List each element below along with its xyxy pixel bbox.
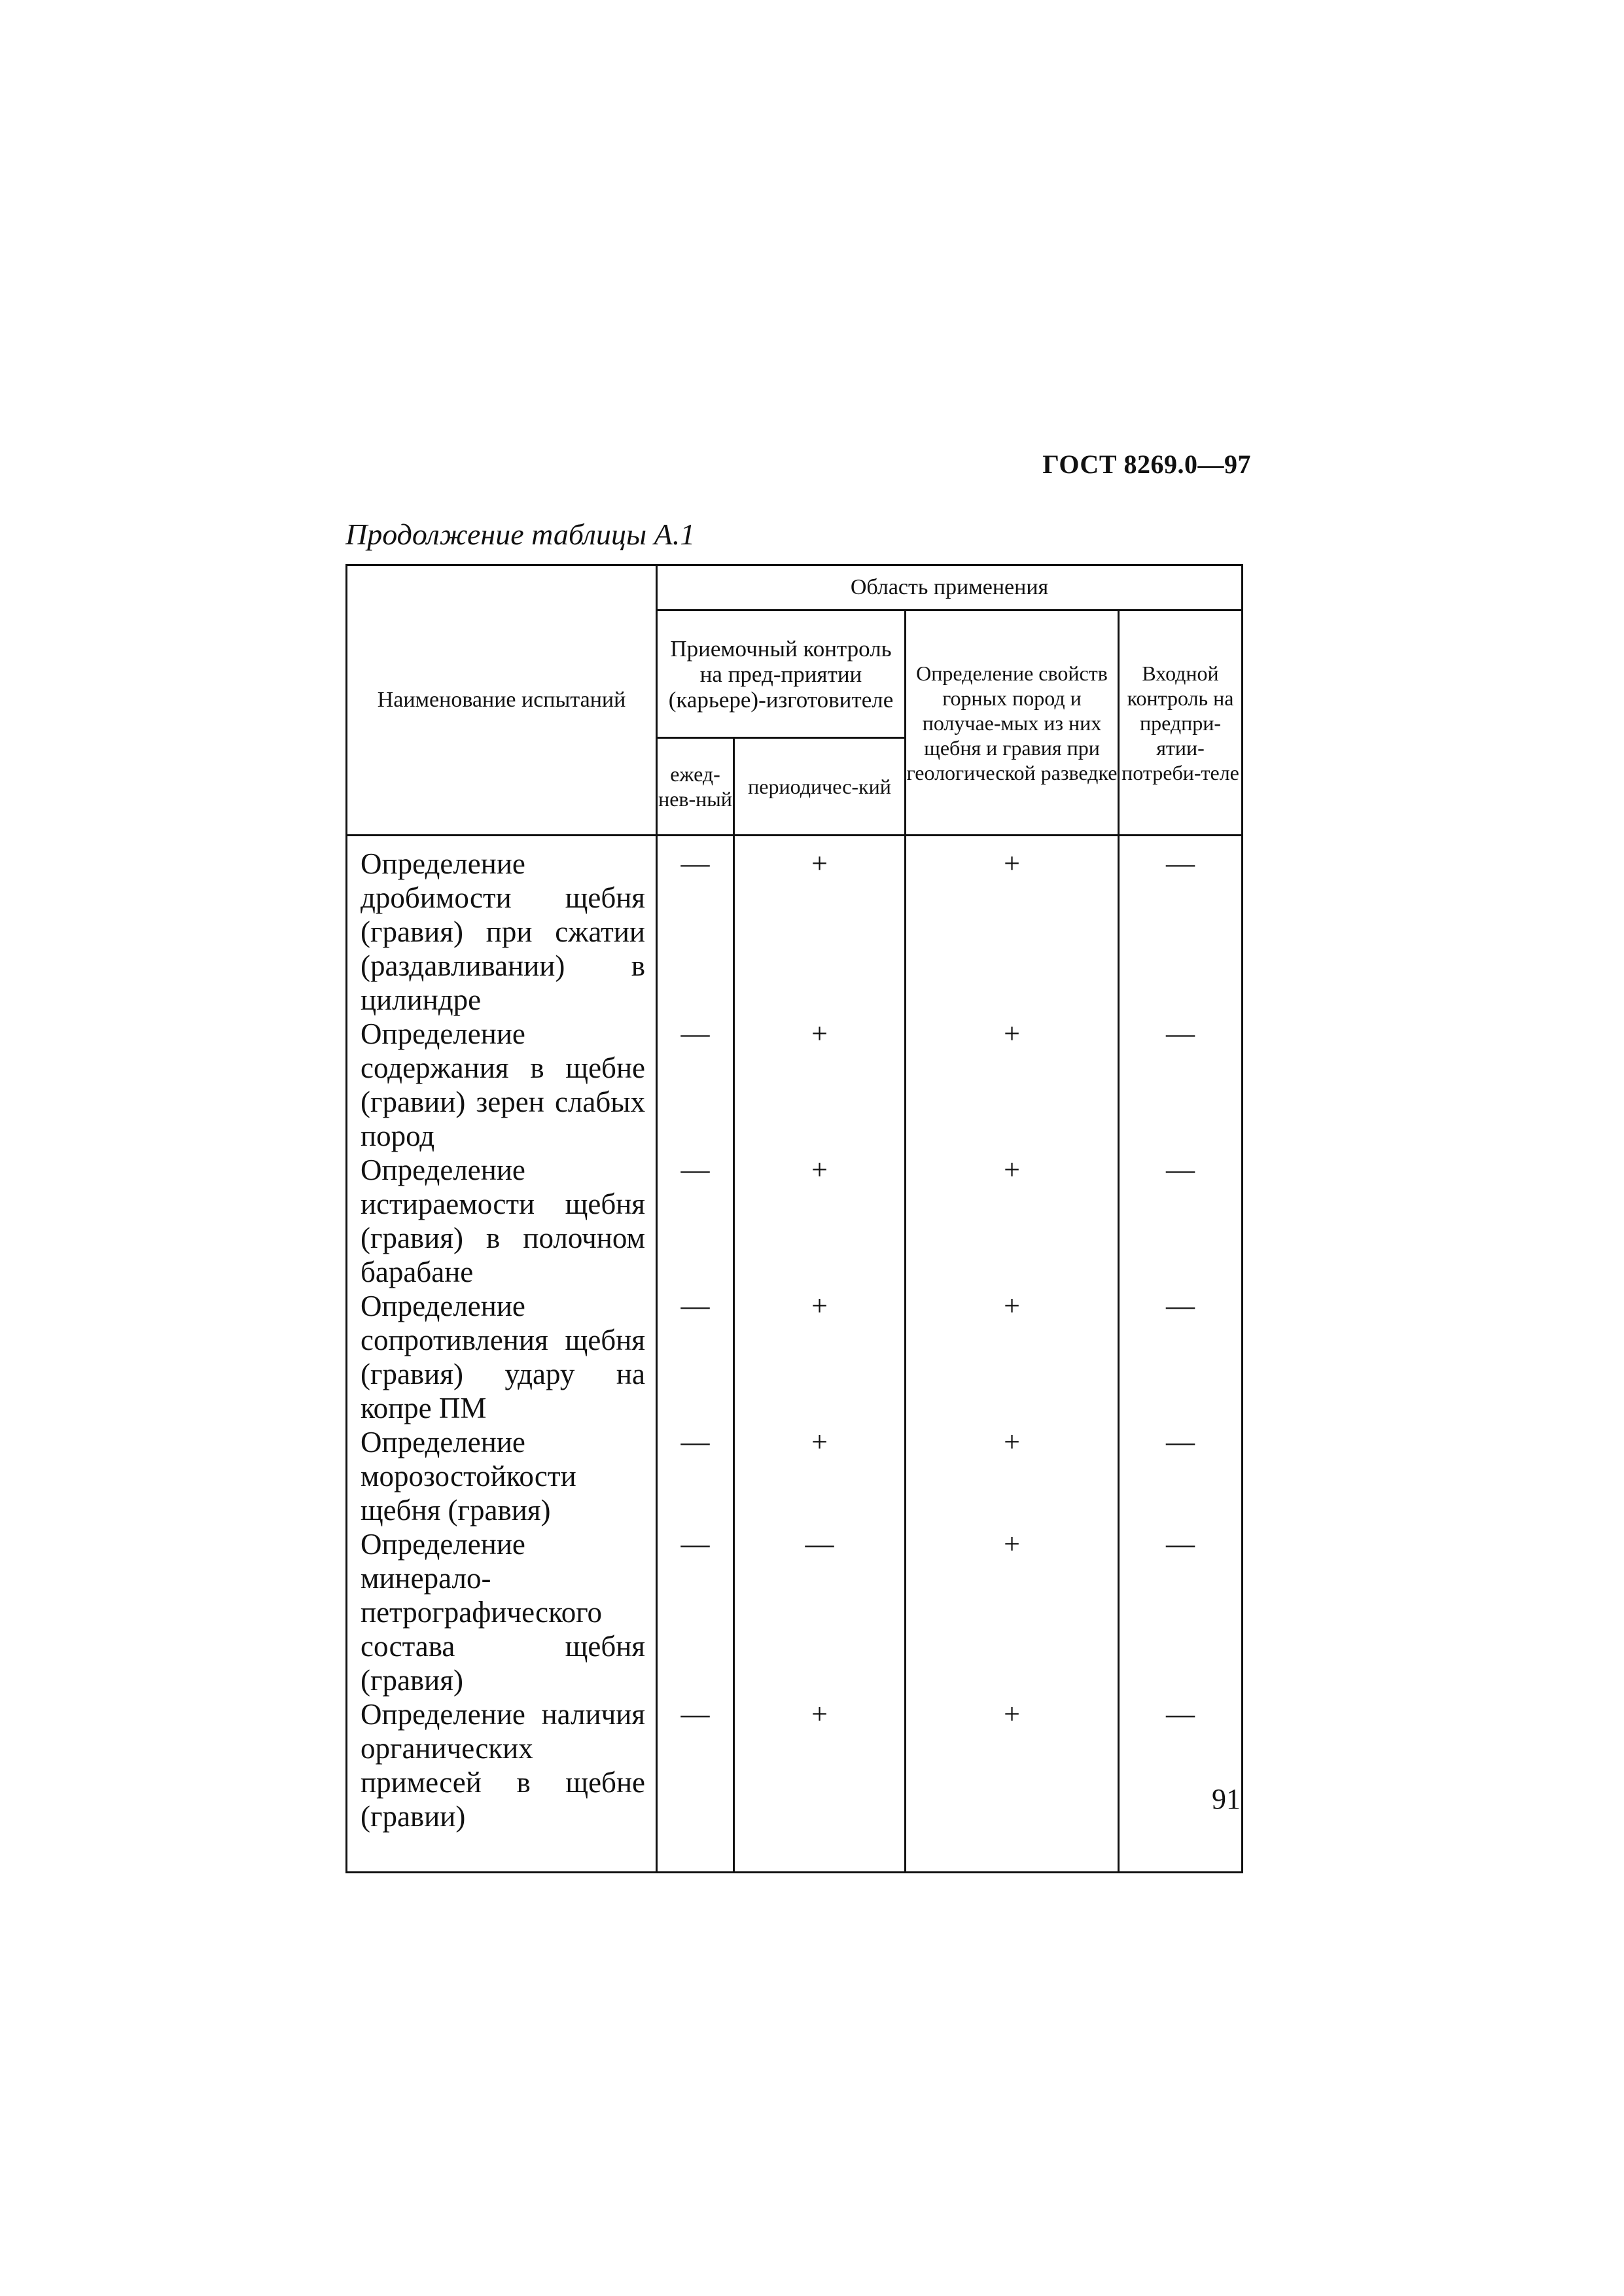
periodic-mark-cell: +	[734, 836, 906, 1017]
geo-mark-cell: +	[906, 836, 1119, 1017]
periodic-mark-cell: +	[734, 1697, 906, 1873]
daily-mark-cell: —	[657, 836, 734, 1017]
header-geological-survey: Определение свойств горных пород и получае-мых из них щебня и гравия при геологической разведке	[906, 610, 1119, 836]
input-mark-cell: —	[1119, 1697, 1243, 1873]
daily-mark-cell: —	[657, 1017, 734, 1153]
daily-mark-cell: —	[657, 1425, 734, 1527]
table-row	[347, 836, 1243, 1017]
header-input-control: Входной контроль на предпри-ятии-потреби-теле	[1119, 610, 1243, 836]
test-application-table	[345, 564, 1243, 1873]
test-name-cell: Определение содержания в щебне (гравии) зерен слабых пород	[347, 1017, 657, 1153]
geo-mark-cell: +	[906, 1153, 1119, 1289]
header-test-name: Наименование испытаний	[347, 565, 657, 836]
header-daily: ежед-нев-ный	[657, 738, 734, 836]
daily-mark-cell: —	[657, 1527, 734, 1697]
test-name-cell: Определение дробимости щебня (гравия) при сжатии (раздавливании) в цилиндре	[347, 836, 657, 1017]
periodic-mark-cell: —	[734, 1527, 906, 1697]
input-mark-cell: —	[1119, 1289, 1243, 1425]
input-mark-cell: —	[1119, 1425, 1243, 1527]
periodic-mark-cell: +	[734, 1425, 906, 1527]
test-name-cell: Определение сопротивления щебня (гравия) удару на копре ПМ	[347, 1289, 657, 1425]
input-mark-cell: —	[1119, 1527, 1243, 1697]
daily-mark-cell: —	[657, 1289, 734, 1425]
table-row	[347, 1153, 1243, 1289]
geo-mark-cell: +	[906, 1425, 1119, 1527]
geo-mark-cell: +	[906, 1697, 1119, 1873]
table-row	[347, 1017, 1243, 1153]
periodic-mark-cell: +	[734, 1289, 906, 1425]
periodic-mark-cell: +	[734, 1017, 906, 1153]
header-acceptance-control: Приемочный контроль на пред-приятии (карьере)-изготовителе	[657, 610, 906, 738]
table-row	[347, 1289, 1243, 1425]
test-name-cell: Определение минерало-петрографического состава щебня (гравия)	[347, 1527, 657, 1697]
periodic-mark-cell: +	[734, 1153, 906, 1289]
test-name-cell: Определение истираемости щебня (гравия) в полочном барабане	[347, 1153, 657, 1289]
table-caption: Продолжение таблицы А.1	[345, 518, 696, 551]
geo-mark-cell: +	[906, 1289, 1119, 1425]
daily-mark-cell: —	[657, 1697, 734, 1873]
input-mark-cell: —	[1119, 1017, 1243, 1153]
table-row	[347, 1527, 1243, 1697]
table-row	[347, 1697, 1243, 1873]
table-row	[347, 1425, 1243, 1527]
header-periodic: периодичес-кий	[734, 738, 906, 836]
daily-mark-cell: —	[657, 1153, 734, 1289]
geo-mark-cell: +	[906, 1017, 1119, 1153]
test-name-cell: Определение наличия органических примесей в щебне (гравии)	[347, 1697, 657, 1873]
table-body	[347, 836, 1243, 1873]
page-number: 91	[1212, 1783, 1241, 1815]
input-mark-cell: —	[1119, 1153, 1243, 1289]
header-application-area: Область применения	[657, 565, 1243, 610]
input-mark-cell: —	[1119, 836, 1243, 1017]
document-code: ГОСТ 8269.0—97	[1042, 450, 1251, 479]
geo-mark-cell: +	[906, 1527, 1119, 1697]
test-name-cell: Определение морозостойкости щебня (гравия)	[347, 1425, 657, 1527]
